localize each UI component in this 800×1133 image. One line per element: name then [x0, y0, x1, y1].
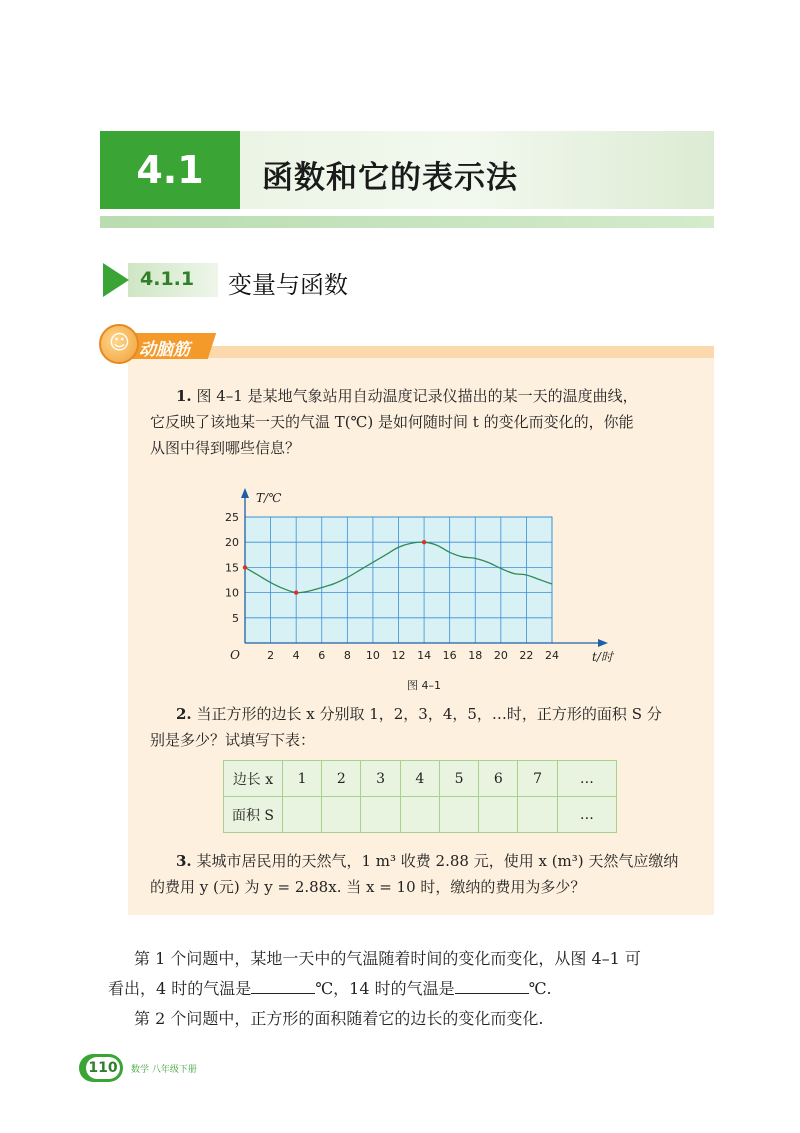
x-tick-label: 4: [292, 649, 300, 662]
table-cell: 5: [439, 761, 478, 797]
y-tick-label: 10: [225, 586, 239, 600]
answer-blank-14h[interactable]: [455, 975, 529, 994]
question-3-cont: [150, 874, 710, 900]
body-line: 第 1 个问题中，某地一天中的气温随着时间的变化而变化，从图 4–1 可: [134, 949, 641, 968]
x-tick-label: 10: [365, 649, 380, 662]
page-number: 110: [86, 1057, 120, 1079]
x-tick-label: 6: [318, 649, 326, 662]
question-3-line: 的费用 y (元) 为 y = 2.88x. 当 x = 10 时，缴纳的费用为多少？: [150, 878, 586, 896]
question-2-number: 2.: [176, 705, 192, 723]
question-2: [176, 701, 706, 727]
body-text-segment: ℃.: [528, 979, 552, 998]
table-cell: …: [557, 797, 616, 833]
y-tick-label: 5: [232, 611, 239, 625]
question-1: [176, 383, 706, 409]
question-2-line: 当正方形的边长 x 分别取 1，2，3，4，5，…时，正方形的面积 S 分: [196, 705, 662, 723]
y-tick-label: 20: [225, 536, 239, 550]
x-tick-label: 18: [468, 649, 483, 662]
chapter-title: 函数和它的表示法: [262, 160, 518, 196]
question-3-number: 3.: [176, 852, 192, 870]
answer-blank-4h[interactable]: [251, 975, 315, 994]
section-number: 4.1.1: [140, 268, 195, 290]
y-tick-label: 15: [225, 561, 239, 575]
x-tick-label: 12: [391, 649, 406, 662]
body-text-segment: 看出，4 时的气温是: [108, 979, 252, 998]
question-1-line: 从图中得到哪些信息？: [150, 439, 301, 457]
origin-label: O: [230, 648, 240, 662]
data-point: [422, 540, 426, 544]
data-point: [243, 565, 247, 569]
temperature-chart: [218, 486, 618, 670]
chapter-divider: [100, 216, 714, 228]
x-tick-label: 14: [417, 649, 432, 662]
table-cell: 3: [361, 761, 400, 797]
table-header-area: 面积 S: [224, 797, 283, 833]
body-paragraph-1: [134, 944, 724, 974]
chapter-number: 4.1: [100, 131, 240, 209]
think-box-label: 动脑筋: [139, 340, 190, 360]
x-axis-label: t/时: [592, 650, 613, 664]
table-cell: …: [557, 761, 616, 797]
table-cell-blank[interactable]: [400, 797, 439, 833]
table-cell-blank[interactable]: [479, 797, 518, 833]
table-cell: 1: [283, 761, 322, 797]
x-tick-label: 20: [493, 649, 508, 662]
question-3-line: 某城市居民用的天然气，1 m³ 收费 2.88 元，使用 x (m³) 天然气应缴纳: [196, 852, 679, 870]
table-cell: 4: [400, 761, 439, 797]
table-cell: 6: [479, 761, 518, 797]
x-tick-label: 8: [343, 649, 351, 662]
square-area-table: [223, 760, 617, 833]
y-axis-label: T/℃: [256, 491, 282, 505]
section-arrow-icon: [103, 263, 129, 297]
x-tick-label: 22: [519, 649, 534, 662]
y-tick-label: 25: [225, 511, 239, 524]
question-3: [176, 848, 706, 874]
table-cell-blank[interactable]: [322, 797, 361, 833]
table-row: [224, 761, 617, 797]
body-text-segment: ℃，14 时的气温是: [315, 979, 455, 998]
x-tick-label: 16: [442, 649, 457, 662]
section-title: 变量与函数: [228, 271, 348, 299]
question-1-cont: [150, 409, 710, 461]
figure-caption: 图 4–1: [407, 679, 441, 692]
table-cell: 2: [322, 761, 361, 797]
table-cell-blank[interactable]: [439, 797, 478, 833]
table-header-side: 边长 x: [224, 761, 283, 797]
table-cell-blank[interactable]: [283, 797, 322, 833]
question-2-cont: [150, 727, 710, 753]
table-row: [224, 797, 617, 833]
table-cell: 7: [518, 761, 557, 797]
question-2-line: 别是多少？试填写下表：: [150, 731, 316, 749]
table-cell-blank[interactable]: [518, 797, 557, 833]
x-axis-arrow: [598, 639, 608, 647]
x-tick-label: 24: [545, 649, 559, 662]
data-point: [294, 590, 298, 594]
question-1-number: 1.: [176, 387, 192, 405]
x-tick-label: 2: [267, 649, 275, 662]
table-cell-blank[interactable]: [361, 797, 400, 833]
body-paragraph-1-cont: [108, 974, 724, 1004]
question-1-line: 图 4–1 是某地气象站用自动温度记录仪描出的某一天的温度曲线，: [196, 387, 638, 405]
y-axis-arrow: [241, 488, 249, 498]
question-1-line: 它反映了该地某一天的气温 T(℃) 是如何随时间 t 的变化而变化的，你能: [150, 413, 634, 431]
body-line: 第 2 个问题中，正方形的面积随着它的边长的变化而变化.: [134, 1009, 544, 1028]
book-title: 数学 八年级下册: [131, 1065, 197, 1075]
think-box-rule: [200, 346, 714, 358]
lightbulb-icon: ☺: [99, 324, 139, 364]
body-paragraph-2: [134, 1004, 724, 1034]
